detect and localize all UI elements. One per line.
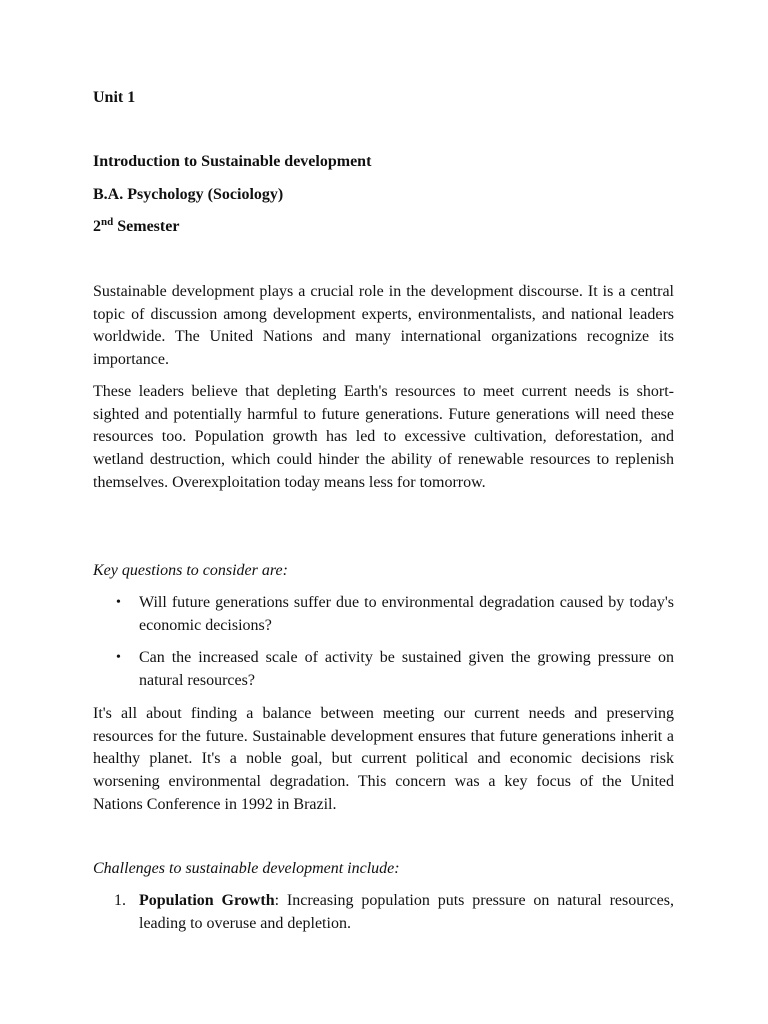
challenges-heading: Challenges to sustainable development include: <box>93 860 400 877</box>
list-number: 1. <box>114 892 126 909</box>
balance-paragraph: It's all about finding a balance between meeting our current needs and preserving resources for the future. Sustainable development ensures that future generations inherit a healthy planet. It's a noble goal, but current political and economic decisions risk worsening environmental degradation. This concern was a key focus of the United Nations Conference in 1992 in Brazil. <box>93 705 674 813</box>
key-question-text: Will future generations suffer due to environmental degradation caused by today's economic decisions? <box>139 594 674 634</box>
bullet-marker: • <box>116 650 121 665</box>
challenge-description: : Increasing population puts pressure on natural resources, leading to overuse and depletion. <box>139 892 674 932</box>
key-questions-heading: Key questions to consider are: <box>93 562 288 579</box>
intro-paragraph: Sustainable development plays a crucial role in the development discourse. It is a central topic of discussion among development experts, environmentalists, and national leaders worldwide. The United Nations and many international organizations recognize its importance. <box>93 283 674 369</box>
semester-number: 2 <box>93 218 101 235</box>
semester-word: Semester <box>113 218 180 235</box>
leaders-paragraph: These leaders believe that depleting Earth's resources to meet current needs is short-sighted and potentially harmful to future generations. Future generations will need these resources too. Population growth has led to excessive cultivation, deforestation, and wetland destruction, which could hinder the ability of renewable resources to replenish themselves. Overexploitation today means less for tomorrow. <box>93 383 674 491</box>
challenge-text <box>139 890 674 935</box>
semester-suffix: nd <box>101 216 114 228</box>
challenge-term: Population Growth <box>139 892 275 909</box>
semester-line <box>93 217 179 237</box>
document-title: Introduction to Sustainable development <box>93 153 372 170</box>
unit-heading: Unit 1 <box>93 89 136 106</box>
key-question-text: Can the increased scale of activity be sustained given the growing pressure on natural resources? <box>139 649 674 689</box>
bullet-marker: • <box>116 595 121 610</box>
course-name: B.A. Psychology (Sociology) <box>93 186 284 203</box>
